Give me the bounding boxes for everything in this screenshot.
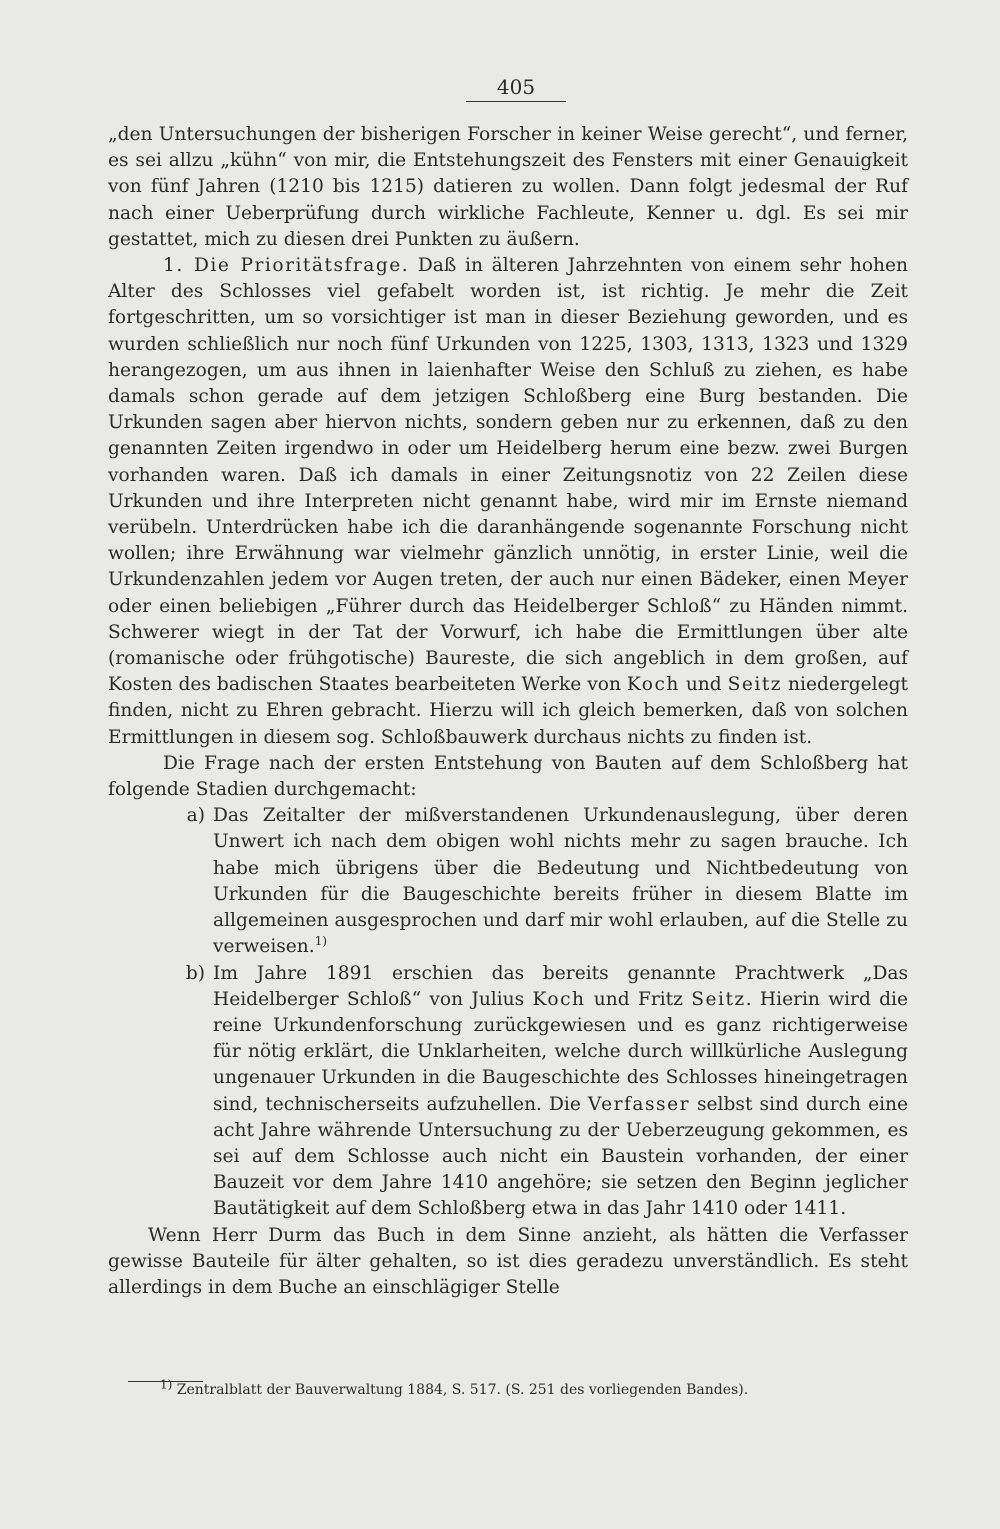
list-item-text [213,803,908,960]
author-name: Seitz [727,674,783,696]
author-name: Seitz [691,988,746,1010]
section-heading: 1. Die Prioritätsfrage. [163,255,410,277]
authors-term: Verfasser [587,1093,690,1115]
paragraph-intro: „den Untersuchungen der bisherigen Forscher in keiner Weise gerecht“, und ferner, es sei allzu „kühn“ von mir, die Entstehungszeit des Fensters mit einer Genauigkeit von fünf Jahren (1210 bis 1215) datieren zu wollen. Dann folgt jedesmal der Ruf nach einer Ueberprüfung durch wirkliche Fachleute, Kenner u. dgl. Es sei mir gestattet, mich zu diesen drei Punkten zu äußern. [108,124,908,250]
footnote [160,1377,880,1400]
body-text [108,122,908,1301]
footnote-text: Zentralblatt der Bauverwaltung 1884, S. 517. (S. 251 des vorliegenden Bandes). [176,1382,749,1398]
item-text: Das Zeitalter der mißverstandenen Urkundenauslegung, über deren Unwert ich nach dem obigen wohl nichts mehr zu sagen brauche. Ich habe mich übrigens über die Bedeutung und Nichtbedeutung von Urkunden für die Baugeschichte bereits früher in diesem Blatte im allgemeinen ausgesprochen und darf mir wohl erlauben, auf die Stelle zu verweisen. [213,805,908,958]
footnote-reference: 1) [314,934,328,949]
paragraph-after-list: Wenn Herr Durm das Buch in dem Sinne anzieht, als hätten die Verfasser gewisse Bauteile für älter gehalten, so ist dies geradezu unverständlich. Es steht allerdings in dem Buche an einschlägiger Stelle [108,1224,908,1298]
author-name: Koch [532,988,586,1010]
item-text: Im Jahre 1891 erschien das bereits genannte Prachtwerk „Das Heidelberger Schloß“ von Julius [213,962,908,1010]
section-text: Daß in älteren Jahrzehnten von einem sehr hohen Alter des Schlosses viel gefabelt worden ist, ist richtig. Je mehr die Zeit fortgeschritten, um so vorsichtiger ist man in dieser Beziehung geworden, und es wurden schließlich nur noch fünf Urkunden von 1225, 1303, 1313, 1323 und 1329 herangezogen, um aus ihnen in laienhafter Weise den Schluß zu ziehen, es habe damals schon gerade auf dem jetzigen Schloßberg eine Burg bestanden. Die Urkunden sagen aber hiervon nichts, sondern geben nur zu erkennen, daß zu den genannten Zeiten irgendwo in oder um Heidelberg herum eine bezw. zwei Burgen vorhanden waren. Daß ich damals in einer Zeitungsnotiz von 22 Zeilen diese Urkunden und ihre Interpreten nicht genannt habe, wird mir im Ernste niemand verübeln. Unterdrücken habe ich die daranhängende sogenannte Forschung nicht wollen; ihre Erwähnung war vielmehr gänzlich unnötig, in erster Linie, weil die Urkundenzahlen jedem vor Augen treten, der auch nur einen Bädeker, einen Meyer oder einen beliebigen „Führer durch das Heidelberger Schloß“ zu Händen nimmt. Schwerer wiegt in der Tat der Vorwurf, ich habe die Ermittlungen über alte (romanische oder frühgotische) Baureste, die sich angeblich in dem großen, auf Kosten des badischen Staates bearbeiteten Werke von [108,255,908,696]
footnote-marker: 1) [160,1377,173,1392]
list-marker: b) [185,962,205,984]
list-item-b [108,961,908,1223]
page-number: 405 [496,75,536,99]
section-text: und [679,674,728,696]
item-text: und Fritz [585,988,692,1010]
list-item-a [108,803,908,960]
list-item-text [213,961,908,1223]
paragraph-stages: Die Frage nach der ersten Entstehung von Bauten auf dem Schloßberg hat folgende Stadien durchgemacht: [108,752,908,801]
author-name: Koch [626,674,680,696]
list-marker: a) [186,805,205,827]
item-text: selbst sind durch eine acht Jahre währende Untersuchung zu der Ueberzeugung gekommen, es sei auf dem Schlosse auch nicht ein Baustein vorhanden, der einer Bauzeit vor dem Jahre 1410 angehöre; sie setzen den Beginn jeglicher Bautätigkeit auf dem Schloßberg etwa in das Jahr 1410 oder 1411. [213,1093,908,1220]
section-text: niedergelegt finden, nicht zu Ehren gebracht. Hierzu will ich gleich bemerken, daß von solchen Ermittlungen in diesem sog. Schloßbauwerk durchaus nichts zu finden ist. [108,674,908,748]
header-rule [466,101,566,102]
item-text: . Hierin wird die reine Urkundenforschung zurückgewiesen und es ganz richtigerweise für nötig erklärt, die Unklarheiten, welche durch willkürliche Auslegung ungenauer Urkunden in die Baugeschichte des Schlosses hineingetragen sind, technischerseits aufzuhellen. Die [213,988,909,1115]
paragraph-priority [108,253,908,751]
